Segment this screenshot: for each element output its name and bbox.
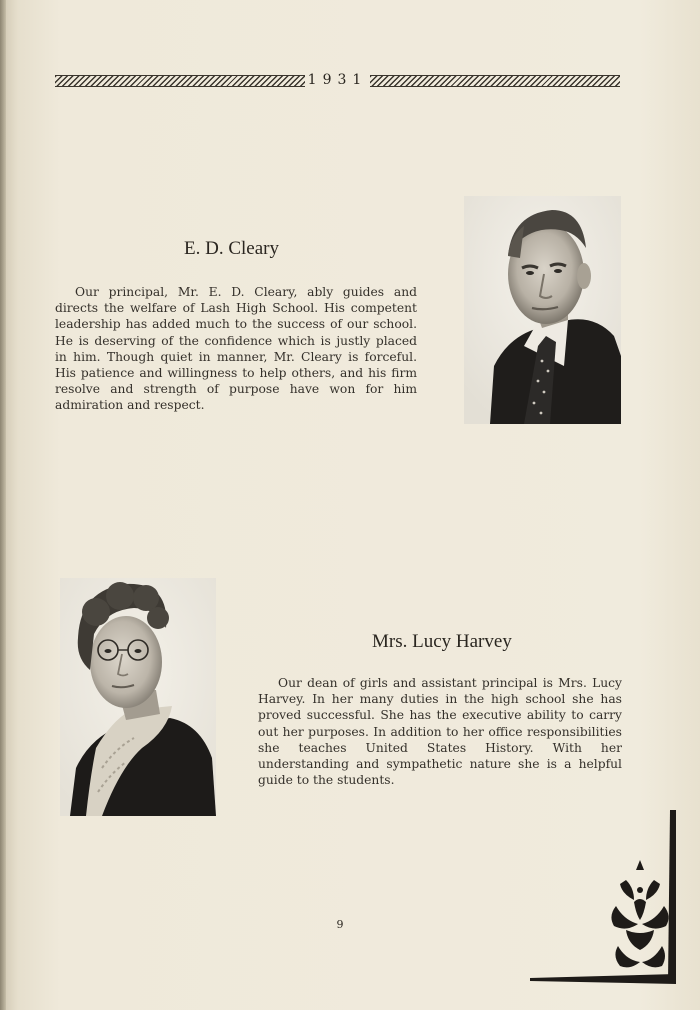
bio-text-cleary (55, 284, 417, 414)
bio-paragraph-harvey: Our dean of girls and assistant principal is Mrs. Lucy Harvey. In her many duties in the high school she has proved successful. She has the executive ability to carry out her purposes. In addition to her office responsibilities she teaches United States History. With her understanding and sympathetic nature she is a helpful guide to the students. (258, 676, 622, 788)
header-rule-right (370, 75, 620, 87)
portrait-woman-icon (60, 578, 216, 816)
bio-paragraph-cleary: Our principal, Mr. E. D. Cleary, ably guides and directs the welfare of Lash High School. His competent leadership has added much to the success of our school. He is deserving of the confidence which is justly placed in him. Though quiet in manner, Mr. Cleary is forceful. His patience and willingness to help others, and his firm resolve and strength of purpose have won for him admiration and respect. (55, 285, 417, 413)
header-rule-left (55, 75, 305, 87)
header-year: 1931 (307, 72, 368, 88)
corner-ornament-icon (530, 810, 678, 986)
portrait-man-icon (464, 196, 621, 424)
book-spine-shadow (0, 0, 6, 1010)
portrait-photo-cleary (464, 196, 621, 424)
portrait-photo-harvey (60, 578, 216, 816)
section-title-harvey: Mrs. Lucy Harvey (372, 631, 512, 652)
section-title-cleary: E. D. Cleary (184, 238, 279, 259)
bio-text-harvey (258, 675, 622, 788)
page-number: 9 (336, 918, 344, 931)
